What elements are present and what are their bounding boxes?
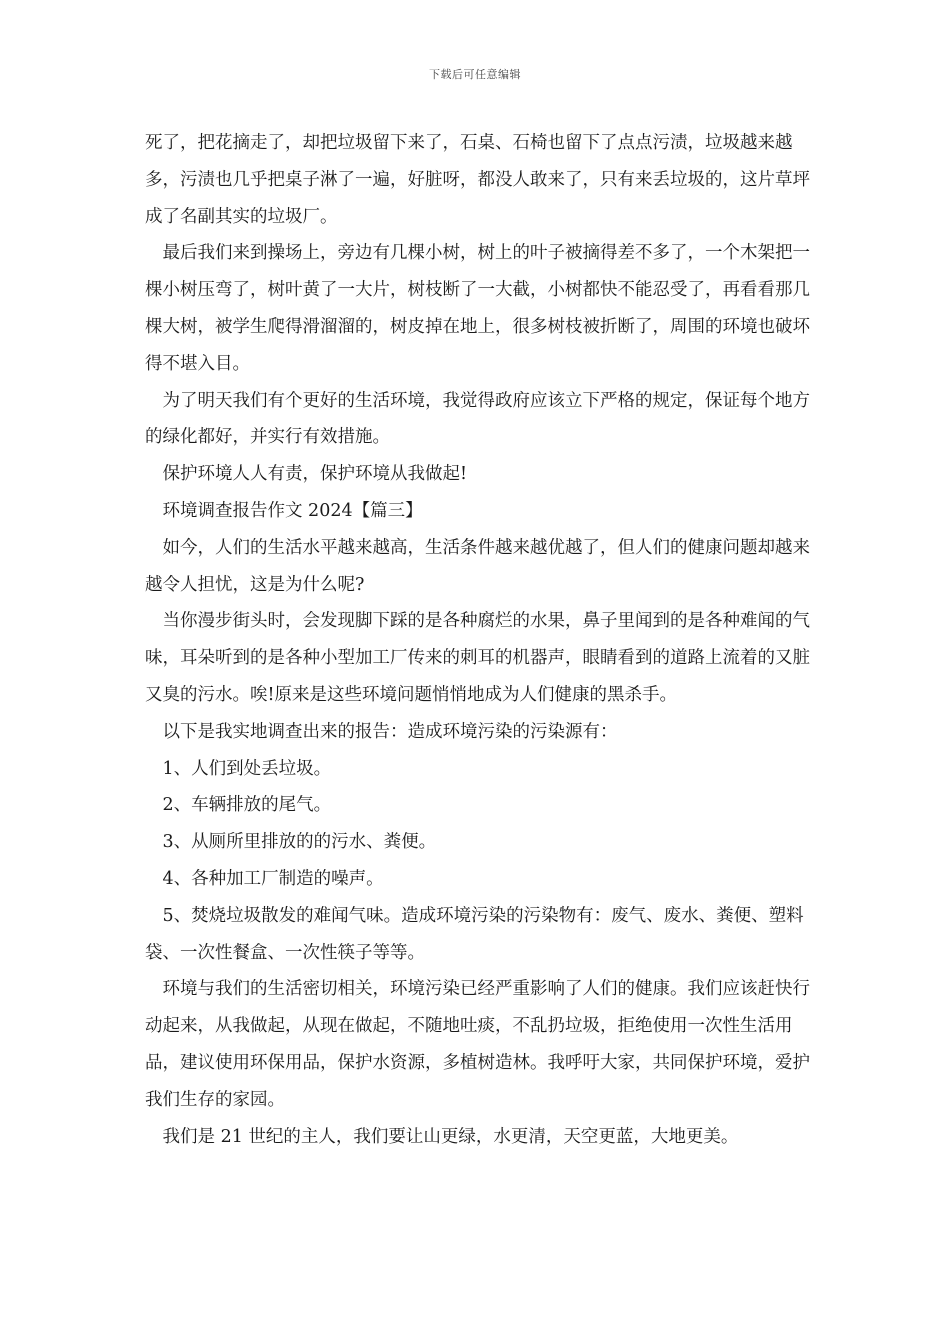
list-item: 2、车辆排放的尾气。 — [162, 795, 332, 816]
section-heading: 环境调查报告作文 2024【篇三】 — [162, 500, 423, 521]
paragraph: 环境与我们的生活密切相关，环境污染已经严重影响了人们的健康。我们应该赶快行动起来，从我做起，从现在做起，不随地吐痰，不乱扔垃圾，拒绝使用一次性生活用品，建议使用环保用品，保护水资源，多植树造林。我呼吁大家，共同保护环境，爱护我们生存的家园。 — [145, 979, 810, 1110]
paragraph: 为了明天我们有个更好的生活环境，我觉得政府应该立下严格的规定，保证每个地方的绿化都好，并实行有效措施。 — [145, 390, 810, 448]
list-item: 3、从厕所里排放的的污水、粪便。 — [162, 832, 437, 853]
list-item: 5、焚烧垃圾散发的难闻气味。造成环境污染的污染物有：废气、废水、粪便、塑料袋、一次性餐盒、一次性筷子等等。 — [145, 905, 804, 963]
paragraph: 以下是我实地调查出来的报告：造成环境污染的污染源有： — [162, 721, 618, 742]
paragraph: 如今，人们的生活水平越来越高，生活条件越来越优越了，但人们的健康问题却越来越令人担忧，这是为什么呢? — [145, 537, 810, 595]
document-body — [145, 125, 815, 1155]
page-header: 下载后可任意编辑 — [429, 68, 521, 81]
paragraph: 最后我们来到操场上，旁边有几棵小树，树上的叶子被摘得差不多了，一个木架把一棵小树压弯了，树叶黄了一大片，树枝断了一大截，小树都快不能忍受了，再看看那几棵大树，被学生爬得滑溜溜的，树皮掉在地上，很多树枝被折断了，周围的环境也破坏得不堪入目。 — [145, 243, 810, 374]
paragraph: 我们是 21 世纪的主人，我们要让山更绿，水更清，天空更蓝，大地更美。 — [162, 1126, 739, 1147]
list-item: 1、人们到处丢垃圾。 — [162, 758, 332, 779]
paragraph: 当你漫步街头时，会发现脚下踩的是各种腐烂的水果，鼻子里闻到的是各种难闻的气味，耳朵听到的是各种小型加工厂传来的刺耳的机器声，眼睛看到的道路上流着的又脏又臭的污水。唉!原来是这些环境问题悄悄地成为人们健康的黑杀手。 — [145, 611, 810, 705]
paragraph: 保护环境人人有责，保护环境从我做起! — [162, 464, 468, 485]
list-item: 4、各种加工厂制造的噪声。 — [162, 868, 384, 889]
paragraph: 死了，把花摘走了，却把垃圾留下来了，石桌、石椅也留下了点点污渍，垃圾越来越多，污渍也几乎把桌子淋了一遍，好脏呀，都没人敢来了，只有来丢垃圾的，这片草坪成了名副其实的垃圾厂。 — [145, 133, 810, 227]
